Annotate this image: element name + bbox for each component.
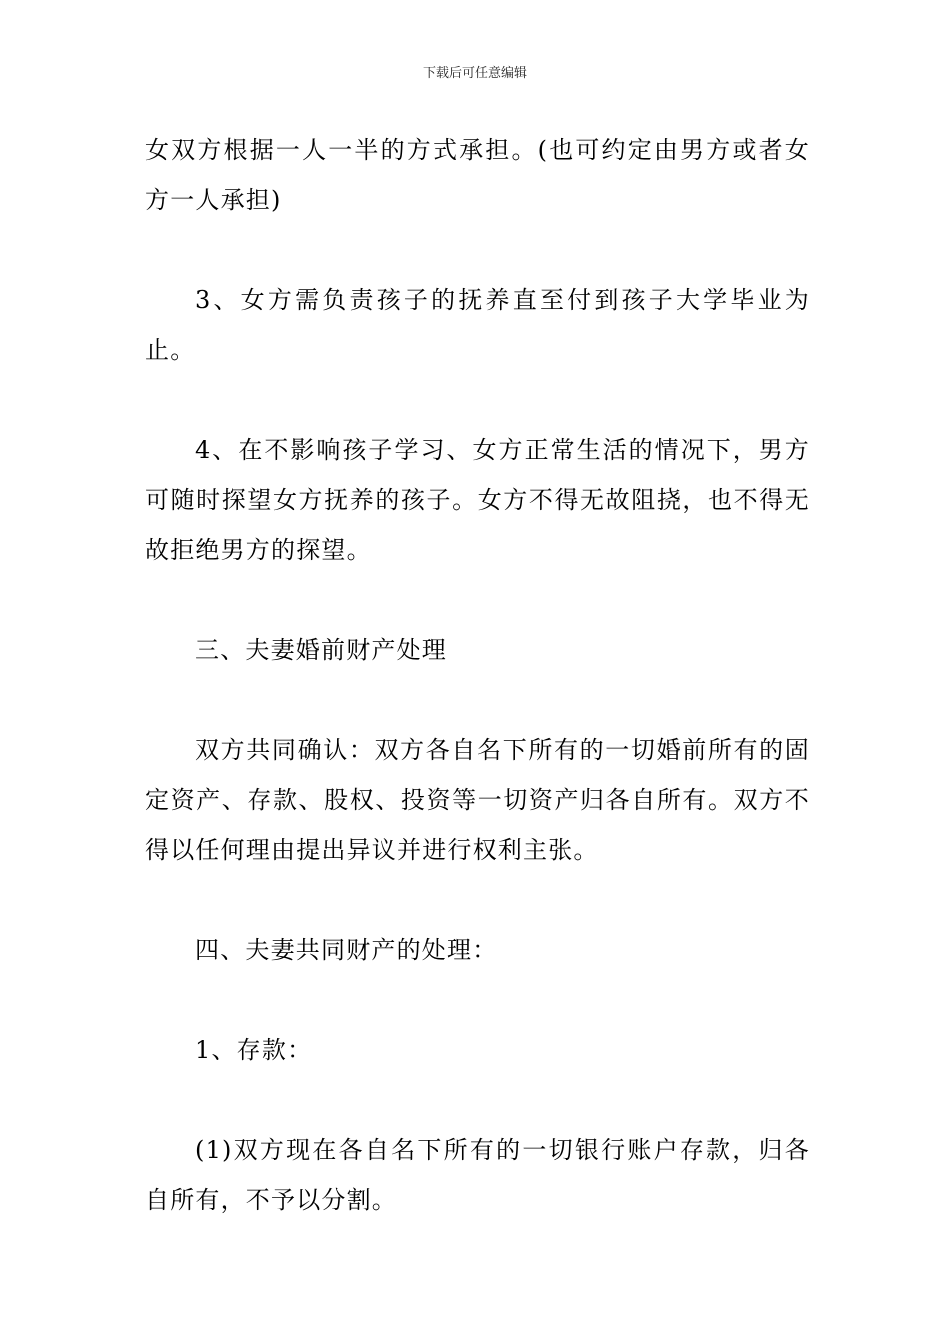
paragraph-item-4: 4、在不影响孩子学习、女方正常生活的情况下，男方可随时探望女方抚养的孩子。女方不得无故阻挠，也不得无故拒绝男方的探望。 bbox=[145, 436, 810, 564]
paragraph-gap bbox=[145, 375, 810, 425]
paragraph-gap bbox=[145, 875, 810, 925]
paragraph-gap bbox=[145, 225, 810, 275]
paragraph-gap bbox=[145, 675, 810, 725]
section-heading-joint-property: 四、夫妻共同财产的处理： bbox=[195, 936, 498, 964]
page-header-note: 下载后可任意编辑 bbox=[422, 66, 527, 81]
section-heading-premarital-property: 三、夫妻婚前财产处理 bbox=[195, 636, 447, 664]
paragraph-premarital-confirmation: 双方共同确认：双方各自名下所有的一切婚前所有的固定资产、存款、股权、投资等一切资产归各自所有。双方不得以任何理由提出异议并进行权利主张。 bbox=[145, 736, 810, 864]
paragraph-gap bbox=[145, 1075, 810, 1125]
paragraph-continuation: 女双方根据一人一半的方式承担。(也可约定由男方或者女方一人承担) bbox=[145, 136, 810, 214]
document-body bbox=[145, 125, 810, 1225]
paragraph-gap bbox=[145, 975, 810, 1025]
paragraph-item-3: 3、女方需负责孩子的抚养直至付到孩子大学毕业为止。 bbox=[145, 286, 810, 364]
paragraph-gap bbox=[145, 575, 810, 625]
subheading-deposits: 1、存款： bbox=[195, 1036, 313, 1064]
paragraph-deposits-item-1: (1)双方现在各自名下所有的一切银行账户存款，归各自所有，不予以分割。 bbox=[145, 1136, 810, 1214]
